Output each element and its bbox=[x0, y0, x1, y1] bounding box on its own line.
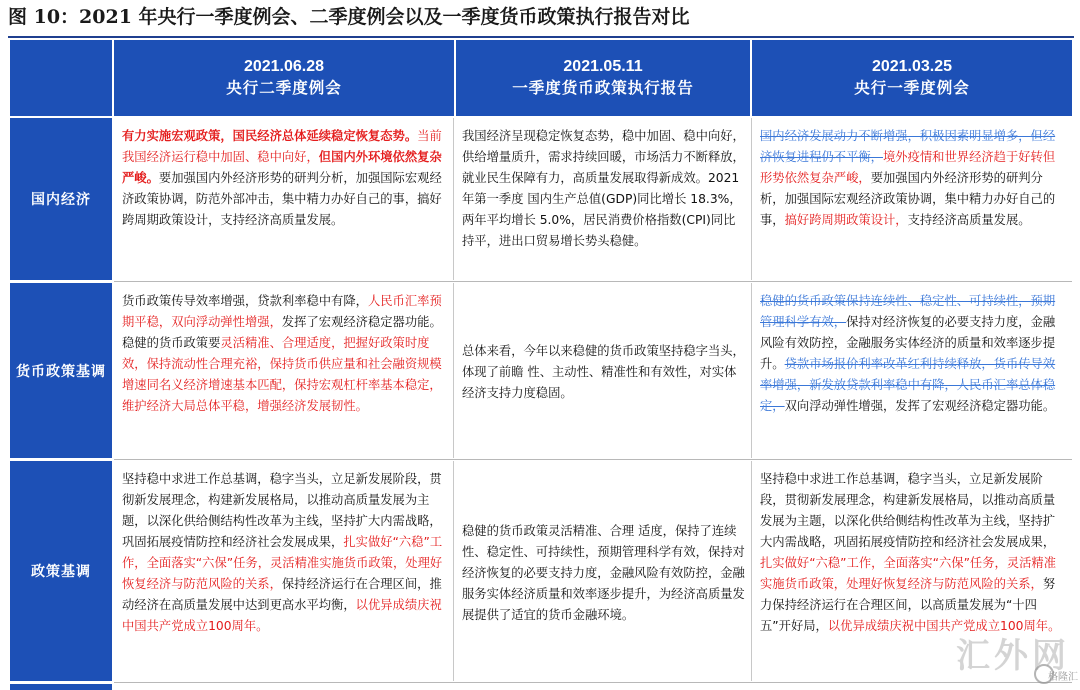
header-name: 央行二季度例会 bbox=[226, 79, 342, 97]
figure-title: 图 10：2021 年央行一季度例会、二季度例会以及一季度货币政策执行报告对比 bbox=[8, 6, 690, 28]
text-segment: 保持对经济恢复的必要支持力度，金融风险有效防控，金融服务实体经济的质量和效率逐步提升。 bbox=[760, 315, 1056, 371]
text-segment: 努力保持经济运行在合理区间，以高质量发展为“十四五”开好局， bbox=[760, 577, 1056, 633]
row-label-monetary-policy-tone: 货币政策基调 bbox=[10, 283, 112, 458]
text-segment: 以优异成绩庆祝中国共产党成立100周年。 bbox=[827, 619, 1061, 633]
cell-r1-c3 bbox=[752, 118, 1072, 280]
text-segment: 发挥了宏观经济稳定器功能。稳健的货币政策要 bbox=[122, 315, 442, 350]
cell-r2-c2 bbox=[454, 283, 752, 458]
text-segment: 以优异成绩庆祝中国共产党成立100周年。 bbox=[122, 598, 442, 633]
cell-r2-c2-text bbox=[462, 341, 745, 404]
text-segment: 总体来看，今年以来稳健的货币政策坚持稳字当头，体现了前瞻 性、主动性、精准性和有效性，对实体经济支持力度稳固。 bbox=[462, 344, 745, 400]
text-segment: 要加强国内外经济形势的研判分析，加强国际宏观经济政策协调，防范外部冲击，集中精力办好自己的事，搞好跨周期政策设计，支持经济高质量发展。 bbox=[122, 171, 442, 227]
text-segment: 稳健的货币政策保持连续性、稳定性、可持续性，预期管理科学有效， bbox=[760, 294, 1056, 329]
cell-r2-c1 bbox=[114, 283, 454, 458]
text-segment: 坚持稳中求进工作总基调，稳字当头，立足新发展阶段，贯彻新发展理念，构建新发展格局，以推动高质量发展为主题，以深化供给侧结构性改革为主线，坚持扩大内需战略，巩固拓展疫情防控和经济社会发展成果， bbox=[122, 472, 442, 549]
text-segment: 人民币汇率预期平稳，双向浮动弹性增强， bbox=[122, 294, 442, 329]
watermark: 汇外网 bbox=[956, 636, 1070, 676]
header-q1-report bbox=[456, 40, 750, 116]
text-segment: 国内经济发展动力不断增强，积极因素明显增多，但经济恢复进程仍不平衡， bbox=[760, 129, 1056, 164]
header-date: 2021.03.25 bbox=[871, 58, 953, 75]
text-segment: 扎实做好“六稳”工作，全面落实“六保”任务，灵活精准实施货币政策，处理好恢复经济与防范风险的关系， bbox=[122, 535, 443, 591]
row-divider bbox=[114, 459, 1072, 460]
text-segment: 当前我国经济运行稳中加固、稳中向好， bbox=[122, 129, 442, 164]
text-segment: 但国内外环境依然复杂严峻。 bbox=[122, 150, 442, 185]
cell-r2-c3 bbox=[752, 283, 1072, 458]
text-segment: 支持经济高质量发展。 bbox=[907, 213, 1031, 227]
comparison-table bbox=[10, 40, 1072, 690]
text-segment: 境外疫情和世界经济趋于好转但形势依然复杂严峻， bbox=[760, 150, 1056, 185]
text-segment: 货币政策传导效率增强，贷款利率稳中有降， bbox=[122, 294, 368, 308]
cell-r1-c2 bbox=[454, 118, 752, 280]
cell-r1-c1 bbox=[114, 118, 454, 280]
header-corner bbox=[10, 40, 112, 116]
logo-text: 格隆汇 bbox=[1048, 672, 1078, 683]
text-segment: 贷款市场报价利率改革红利持续释放，货币传导效率增强，新发放贷款利率稳中有降，人民币汇率总体稳定， bbox=[760, 357, 1056, 413]
row-divider bbox=[114, 281, 1072, 282]
text-segment: 搞好跨周期政策设计， bbox=[784, 213, 908, 227]
text-segment: 双向浮动弹性增强，发挥了宏观经济稳定器功能。 bbox=[784, 399, 1056, 413]
row-label-next bbox=[10, 684, 112, 690]
cell-r3-c2-text bbox=[462, 521, 745, 626]
text-segment: 要加强国内外经济形势的研判分析，加强国际宏观经济政策协调，集中精力办好自己的事， bbox=[760, 171, 1056, 227]
title-rule bbox=[8, 36, 1074, 38]
cell-r3-c1 bbox=[114, 461, 454, 681]
row-label-domestic-economy: 国内经济 bbox=[10, 118, 112, 280]
row-divider bbox=[114, 682, 1072, 683]
cell-r3-c2 bbox=[454, 461, 752, 681]
text-segment: 坚持稳中求进工作总基调，稳字当头，立足新发展阶段，贯彻新发展理念，构建新发展格局，以推动高质量发展为主题，以深化供给侧结构性改革为主线，坚持扩大内需战略，巩固拓展疫情防控和经济社会发展成果， bbox=[760, 472, 1056, 549]
header-date: 2021.05.11 bbox=[563, 58, 643, 75]
text-segment: 我国经济呈现稳定恢复态势，稳中加固、稳中向好，供给增量质升，需求持续回暖，市场活力不断释放，就业民生保障有力，高质量发展取得新成效。2021 年第一季度 国内生产总值(GDP)同比增长 18.3%，两年平均增长 5.0%，居民消费价格指数(CPI)同比持平，进出口贸易增长势头稳健。 bbox=[462, 129, 745, 248]
text-segment: 扎实做好“六稳”工作，全面落实“六保”任务，灵活精准实施货币政策，处理好恢复经济与防范风险的关系， bbox=[760, 556, 1057, 591]
header-q2-meeting bbox=[114, 40, 454, 116]
text-segment: 灵活精准、合理适度，把握好政策时度效，保持流动性合理充裕，保持货币供应量和社会融资规模增速同名义经济增速基本匹配，保持宏观杠杆率基本稳定，维护经济大局总体平稳，增强经济发展韧性。 bbox=[122, 336, 442, 413]
text-segment: 保持经济运行在合理区间，推动经济在高质量发展中达到更高水平均衡， bbox=[122, 577, 442, 612]
header-name: 央行一季度例会 bbox=[854, 79, 970, 97]
text-segment: 有力实施宏观政策，国民经济总体延续稳定恢复态势。 bbox=[122, 129, 418, 143]
header-name: 一季度货币政策执行报告 bbox=[512, 79, 694, 97]
row-label-policy-tone: 政策基调 bbox=[10, 461, 112, 681]
text-segment: 稳健的货币政策灵活精准、合理 适度，保持了连续性、稳定性、可持续性，预期管理科学有效，保持对经济恢复的必要支持力度，金融风险有效防控，金融服务实体经济质量和效率逐步提升，为经济高质量发展提供了适宜的货币金融环境。 bbox=[462, 523, 745, 622]
header-date: 2021.06.28 bbox=[243, 58, 325, 75]
header-q1-meeting bbox=[752, 40, 1072, 116]
